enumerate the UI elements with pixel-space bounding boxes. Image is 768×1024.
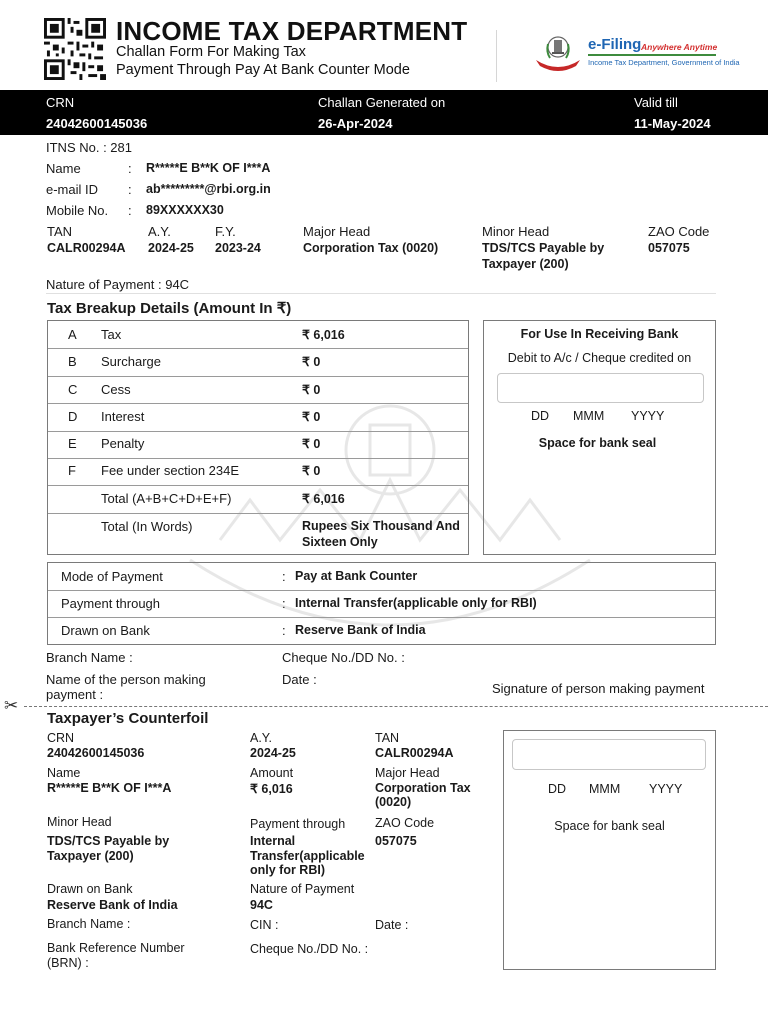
payment-through-label: Payment through — [61, 596, 161, 611]
cf-yyyy-label: YYYY — [649, 782, 683, 796]
payer-name-line-1: Name of the person making — [46, 672, 206, 687]
efiling-logo-text: e-Filing — [588, 36, 642, 53]
ay-label: A.Y. — [148, 224, 171, 239]
total-words-value-line-2: Sixteen Only — [302, 535, 378, 549]
cf-ay-value: 2024-25 — [250, 746, 296, 760]
cf-date-field: Date : — [375, 918, 409, 932]
subtitle-line-1: Challan Form For Making Tax — [116, 44, 306, 60]
header-divider — [496, 30, 497, 82]
total-label: Total (A+B+C+D+E+F) — [101, 491, 232, 506]
debit-date-field[interactable] — [497, 373, 704, 403]
tax-breakup-heading: Tax Breakup Details (Amount In ₹) — [47, 300, 292, 317]
cf-drawn-on-bank-label: Drawn on Bank — [47, 882, 133, 896]
row-label-penalty: Penalty — [101, 436, 145, 451]
cf-tan-value: CALR00294A — [375, 746, 454, 760]
subtitle-line-2: Payment Through Pay At Bank Counter Mode — [116, 62, 410, 78]
cf-cin-field: CIN : — [250, 918, 279, 932]
mobile-colon: : — [128, 203, 132, 218]
name-colon: : — [128, 161, 132, 176]
mode-of-payment-label: Mode of Payment — [61, 569, 163, 584]
date-field: Date : — [282, 672, 317, 687]
itns-number: ITNS No. : 281 — [46, 140, 132, 155]
total-words-label: Total (In Words) — [101, 519, 193, 534]
efiling-subtitle: Income Tax Department, Government of India — [588, 58, 740, 67]
cf-amount-value: ₹ 6,016 — [250, 782, 293, 796]
row-amount-fee: ₹ 0 — [302, 464, 321, 478]
crn-value: 24042600145036 — [46, 116, 148, 131]
minor-head-value-line-1: TDS/TCS Payable by — [482, 241, 605, 255]
row-label-tax: Tax — [101, 327, 122, 342]
emblem-icon — [532, 30, 584, 74]
email-label: e-mail ID — [46, 182, 99, 197]
efiling-underline — [588, 54, 716, 56]
minor-head-label: Minor Head — [482, 224, 550, 239]
row-label-fee: Fee under section 234E — [101, 463, 240, 478]
generated-value: 26-Apr-2024 — [318, 116, 393, 131]
cf-tan-label: TAN — [375, 731, 400, 745]
row-code-d: D — [68, 409, 78, 424]
cf-payment-through-label: Payment through — [250, 817, 346, 831]
cf-drawn-on-bank-value: Reserve Bank of India — [47, 898, 178, 912]
tan-value: CALR00294A — [47, 241, 126, 255]
bank-seal-space: Space for bank seal — [538, 436, 657, 450]
payment-through-value: Internal Transfer(applicable only for RBI) — [295, 596, 537, 610]
tax-breakup-table — [47, 320, 469, 555]
name-value: R*****E B**K OF I***A — [146, 161, 271, 175]
row-label-surcharge: Surcharge — [101, 354, 161, 369]
cf-cheque-number-field: Cheque No./DD No. : — [250, 942, 369, 956]
yyyy-label: YYYY — [631, 409, 665, 423]
cf-payment-through-value-line-1: Internal — [250, 834, 296, 848]
cut-line — [24, 706, 768, 707]
counterfoil-heading: Taxpayer’s Counterfoil — [47, 710, 209, 727]
drawn-on-bank-value: Reserve Bank of India — [295, 623, 426, 637]
cf-brn-line-1: Bank Reference Number — [47, 941, 185, 955]
payment-mode-table — [47, 562, 716, 645]
cf-date-input-field[interactable] — [512, 739, 706, 770]
total-value: ₹ 6,016 — [302, 492, 345, 506]
mobile-value: 89XXXXXX30 — [146, 203, 224, 217]
cf-dd-label: DD — [548, 782, 567, 796]
branch-name-field: Branch Name : — [46, 650, 133, 665]
challan-summary-band — [0, 90, 768, 135]
mmm-label: MMM — [573, 409, 605, 423]
page-title: INCOME TAX DEPARTMENT — [116, 16, 468, 46]
cf-major-head-label: Major Head — [375, 766, 440, 780]
cf-payment-through-value-line-2: Transfer(applicable — [250, 849, 365, 863]
major-head-label: Major Head — [303, 224, 371, 239]
cf-minor-head-value-line-2: Taxpayer (200) — [47, 849, 134, 863]
minor-head-value-line-2: Taxpayer (200) — [482, 257, 569, 271]
cf-crn-label: CRN — [47, 731, 75, 745]
generated-label: Challan Generated on — [318, 95, 446, 110]
payer-name-line-2: payment : — [46, 687, 104, 702]
zao-code-value: 057075 — [648, 241, 690, 255]
cf-mmm-label: MMM — [589, 782, 621, 796]
cf-minor-head-label: Minor Head — [47, 815, 112, 829]
row-code-a: A — [68, 327, 77, 342]
row-code-b: B — [68, 354, 77, 369]
efiling-tagline: Anywhere Anytime — [641, 42, 718, 52]
cf-major-head-value-line-2: (0020) — [375, 795, 412, 809]
email-colon: : — [128, 182, 132, 197]
row-amount-tax: ₹ 6,016 — [302, 328, 345, 342]
divider — [46, 293, 716, 294]
valid-till-label: Valid till — [634, 95, 678, 110]
row-code-c: C — [68, 382, 78, 397]
cf-zao-code-value: 057075 — [375, 834, 417, 848]
row-amount-surcharge: ₹ 0 — [302, 355, 321, 369]
cf-bank-seal-box — [503, 730, 716, 970]
row-amount-interest: ₹ 0 — [302, 410, 321, 424]
signature-field: Signature of person making payment — [492, 681, 705, 696]
scissors-icon: ✂ — [4, 696, 19, 715]
cf-name-value: R*****E B**K OF I***A — [47, 781, 172, 795]
name-label: Name — [46, 161, 81, 176]
row-code-e: E — [68, 436, 77, 451]
qr-code-icon — [44, 18, 106, 80]
cf-bank-seal-space: Space for bank seal — [554, 819, 665, 833]
mobile-label: Mobile No. — [46, 203, 109, 218]
fy-label: F.Y. — [215, 224, 236, 239]
receiving-bank-box — [483, 320, 716, 555]
cf-name-label: Name — [47, 766, 81, 780]
dd-label: DD — [531, 409, 550, 423]
cf-minor-head-value-line-1: TDS/TCS Payable by — [47, 834, 170, 848]
email-value: ab*********@rbi.org.in — [146, 182, 271, 196]
cf-major-head-value-line-1: Corporation Tax — [375, 781, 471, 795]
cf-crn-value: 24042600145036 — [47, 746, 145, 760]
drawn-colon: : — [282, 623, 286, 638]
valid-till-value: 11-May-2024 — [634, 116, 711, 131]
through-colon: : — [282, 596, 286, 611]
receiving-bank-title: For Use In Receiving Bank — [520, 327, 679, 341]
debit-text: Debit to A/c / Cheque credited on — [507, 351, 692, 365]
major-head-value: Corporation Tax (0020) — [303, 241, 439, 255]
row-amount-penalty: ₹ 0 — [302, 437, 321, 451]
cf-amount-label: Amount — [250, 766, 294, 780]
cf-nature-label: Nature of Payment — [250, 882, 355, 896]
drawn-on-bank-label: Drawn on Bank — [61, 623, 150, 638]
cf-brn-line-2: (BRN) : — [47, 956, 89, 970]
crn-label: CRN — [46, 95, 75, 110]
tan-label: TAN — [47, 224, 73, 239]
mode-colon: : — [282, 569, 286, 584]
total-words-value-line-1: Rupees Six Thousand And — [302, 519, 460, 533]
row-label-interest: Interest — [101, 409, 145, 424]
nature-of-payment: Nature of Payment : 94C — [46, 277, 190, 292]
row-code-f: F — [68, 463, 76, 478]
zao-code-label: ZAO Code — [648, 224, 710, 239]
row-label-cess: Cess — [101, 382, 131, 397]
fy-value: 2023-24 — [215, 241, 261, 255]
cf-zao-code-label: ZAO Code — [375, 816, 435, 830]
mode-of-payment-value: Pay at Bank Counter — [295, 569, 418, 583]
cf-branch-name-field: Branch Name : — [47, 917, 131, 931]
ay-value: 2024-25 — [148, 241, 194, 255]
row-amount-cess: ₹ 0 — [302, 383, 321, 397]
cf-ay-label: A.Y. — [250, 731, 273, 745]
cf-nature-value: 94C — [250, 898, 273, 912]
cheque-number-field: Cheque No./DD No. : — [282, 650, 405, 665]
cf-payment-through-value-line-3: only for RBI) — [250, 863, 325, 877]
